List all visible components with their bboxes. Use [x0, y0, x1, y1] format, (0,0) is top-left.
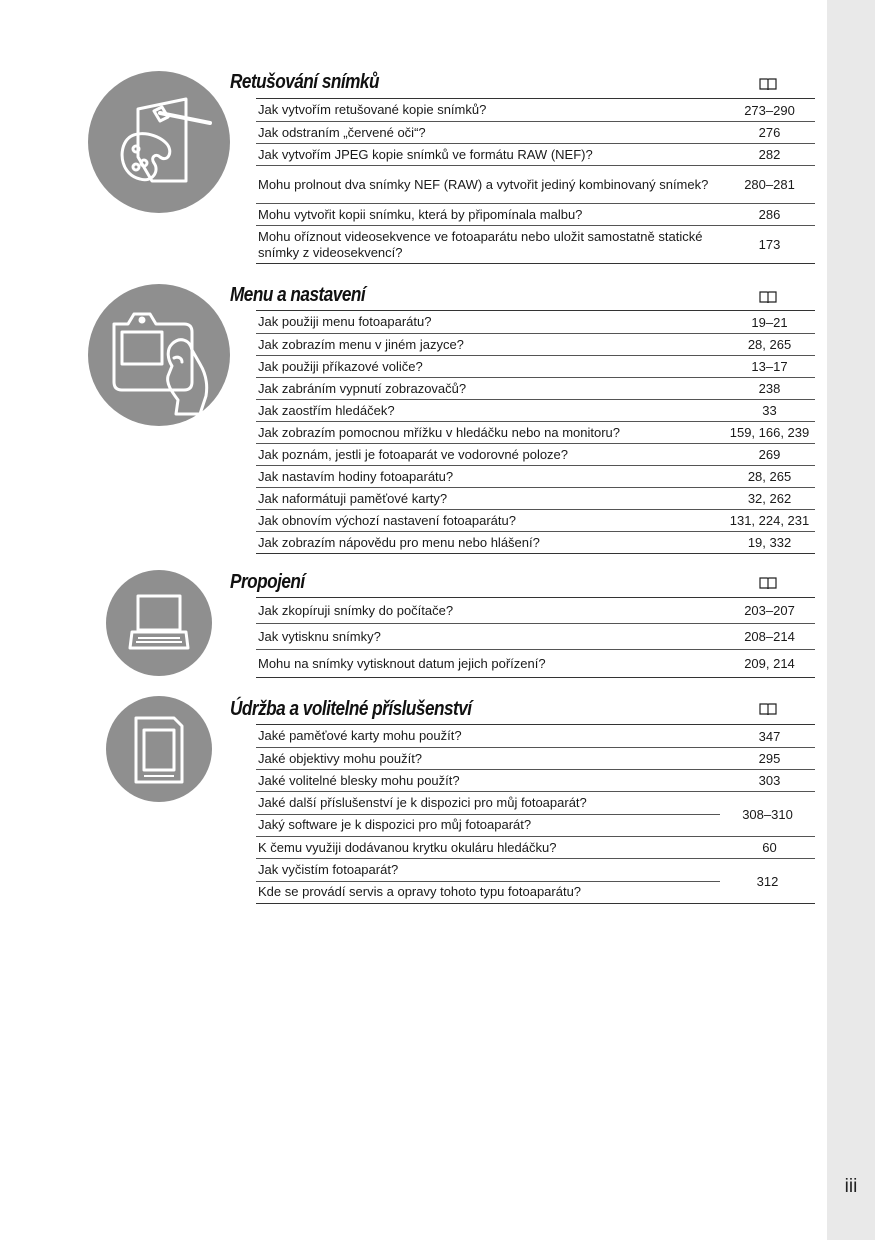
table-row-group — [256, 791, 815, 836]
page-ref: 295 — [758, 751, 781, 766]
maintenance-table — [256, 724, 815, 904]
section-title-maintenance: Údržba a volitelné příslušenství — [230, 698, 472, 720]
question: Jaký software je k dispozici pro můj fotoaparát? — [256, 814, 720, 837]
page-ref: 159, 166, 239 — [729, 425, 810, 440]
question: Mohu na snímky vytisknout datum jejich pořízení? — [258, 655, 546, 671]
question: Jaké další příslušenství je k dispozici pro můj fotoaparát? — [258, 794, 587, 810]
page-ref: 238 — [758, 381, 781, 396]
page-ref: 173 — [758, 237, 781, 252]
page-ref: 28, 265 — [747, 469, 792, 484]
page-ref: 208–214 — [744, 629, 795, 644]
table-row — [256, 99, 815, 121]
table-row — [256, 836, 815, 858]
page-ref: 286 — [758, 207, 781, 222]
question: K čemu využiji dodávanou krytku okuláru hledáčku? — [258, 839, 557, 855]
page-ref: 28, 265 — [747, 337, 792, 352]
retouch-icon — [88, 71, 230, 213]
section-title-connections: Propojení — [230, 571, 305, 593]
question: Mohu prolnout dva snímky NEF (RAW) a vytvořit jediný kombinovaný snímek? — [258, 176, 709, 192]
question: Jak použiji menu fotoaparátu? — [258, 314, 432, 329]
question: Jak zaostřím hledáček? — [258, 402, 395, 418]
table-row — [256, 769, 815, 791]
page-ref: 209, 214 — [744, 656, 795, 671]
page-ref: 32, 262 — [747, 491, 792, 506]
question: Jaké objektivy mohu použít? — [258, 750, 423, 766]
table-row — [256, 203, 815, 225]
page-ref: 347 — [758, 728, 781, 744]
question: Jak naformátuji paměťové karty? — [258, 490, 448, 506]
table-row — [256, 465, 815, 487]
question: Jaké volitelné blesky mohu použít? — [258, 772, 460, 788]
question: Jak nastavím hodiny fotoaparátu? — [258, 468, 454, 484]
question: Jaké paměťové karty mohu použít? — [258, 728, 462, 743]
page-ref: 280–281 — [744, 177, 795, 192]
question: Jak obnovím výchozí nastavení fotoaparátu? — [258, 512, 516, 528]
question: Jak zkopíruji snímky do počítače? — [258, 602, 454, 618]
page-ref: 269 — [758, 447, 781, 462]
question: Jak zobrazím pomocnou mřížku v hledáčku nebo na monitoru? — [258, 424, 621, 440]
book-icon — [759, 290, 777, 304]
page-ref: 19–21 — [751, 314, 788, 330]
page-ref: 60 — [762, 840, 777, 855]
page-ref: 203–207 — [744, 603, 795, 618]
question: Jak poznám, jestli je fotoaparát ve vodorovné poloze? — [258, 446, 569, 462]
table-row — [256, 747, 815, 769]
page-ref: 303 — [758, 773, 781, 788]
table-row — [256, 333, 815, 355]
book-icon — [759, 77, 777, 91]
table-row — [256, 165, 815, 203]
page-ref: 312 — [756, 873, 779, 889]
page-ref: 19, 332 — [747, 535, 792, 550]
page-ref: 308–310 — [742, 806, 793, 822]
table-row — [256, 355, 815, 377]
table-row — [256, 443, 815, 465]
table-row — [256, 531, 815, 553]
book-icon — [759, 576, 777, 590]
table-row — [256, 399, 815, 421]
table-row — [256, 143, 815, 165]
laptop-icon — [106, 570, 212, 676]
question: Jak vytisknu snímky? — [258, 628, 381, 644]
table-row — [256, 725, 815, 747]
question: Jak vytvořím JPEG kopie snímků ve formátu RAW (NEF)? — [258, 146, 593, 162]
question: Mohu oříznout videosekvence ve fotoaparátu nebo uložit samostatně statické snímky z videosekvencí? — [258, 228, 703, 260]
question: Mohu vytvořit kopii snímku, která by připomínala malbu? — [258, 206, 583, 222]
question: Jak zobrazím menu v jiném jazyce? — [258, 336, 464, 352]
table-row — [256, 311, 815, 333]
question: Jak vytvořím retušované kopie snímků? — [258, 102, 487, 117]
page-number: iii — [844, 1176, 858, 1197]
table-row — [256, 509, 815, 531]
book-icon — [759, 702, 777, 716]
page-ref: 276 — [758, 125, 781, 140]
table-row — [256, 225, 815, 263]
question: Kde se provádí servis a opravy tohoto typu fotoaparátu? — [256, 881, 720, 904]
question: Jak odstraním „červené oči“? — [258, 124, 426, 140]
section-title-retouch: Retušování snímků — [230, 71, 379, 93]
page-ref: 33 — [762, 403, 777, 418]
table-row-group — [256, 858, 815, 903]
side-tab — [827, 0, 875, 1240]
page-ref: 131, 224, 231 — [729, 513, 810, 528]
memory-card-icon — [106, 696, 212, 802]
table-row — [256, 421, 815, 443]
page-ref: 282 — [758, 147, 781, 162]
table-row — [256, 377, 815, 399]
question: Jak vyčistím fotoaparát? — [258, 861, 399, 877]
table-row — [256, 649, 815, 677]
section-title-menu: Menu a nastavení — [230, 284, 366, 306]
connections-table — [256, 597, 815, 678]
camera-menu-icon — [88, 284, 230, 426]
question: Jak zabráním vypnutí zobrazovačů? — [258, 380, 467, 396]
table-row — [256, 487, 815, 509]
question: Jak použiji příkazové voliče? — [258, 358, 423, 374]
question: Jak zobrazím nápovědu pro menu nebo hlášení? — [258, 534, 540, 550]
table-row — [256, 623, 815, 649]
table-row — [256, 121, 815, 143]
retouch-table — [256, 98, 815, 264]
table-row — [256, 598, 815, 623]
page-ref: 13–17 — [751, 359, 788, 374]
menu-table — [256, 310, 815, 554]
page-ref: 273–290 — [744, 102, 795, 118]
